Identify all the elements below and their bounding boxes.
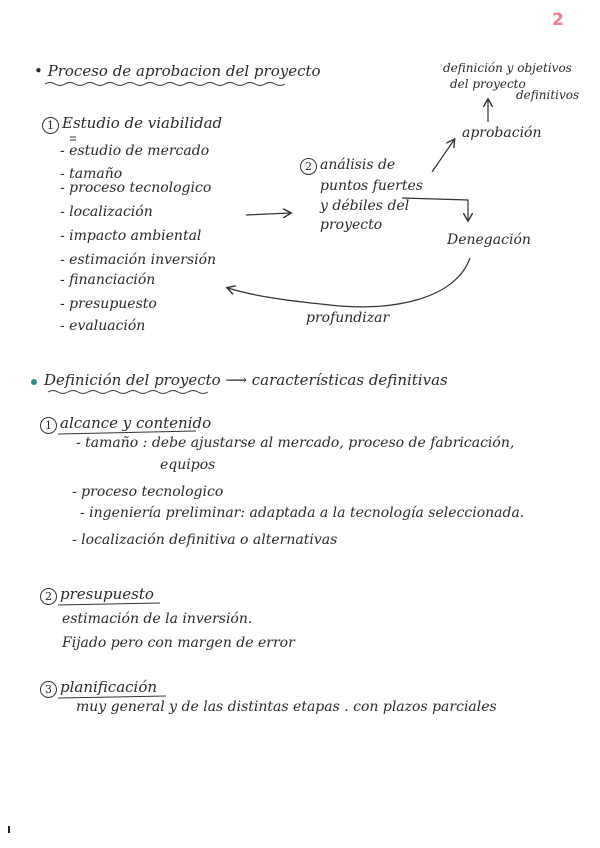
- step1-item: - localización: [60, 204, 153, 220]
- step1-item: - presupuesto: [60, 296, 157, 312]
- alcance-item: equipos: [160, 457, 216, 473]
- step1-item: - financiación: [60, 272, 156, 288]
- presupuesto-line: Fijado pero con margen de error: [62, 635, 295, 651]
- arrow-to-aprobacion: [432, 140, 454, 172]
- presupuesto-underline: [58, 603, 160, 605]
- arrow-to-analysis: [246, 213, 290, 215]
- step1-item: - estudio de mercado: [60, 143, 210, 159]
- arrow-right-icon: ⟶: [225, 371, 247, 389]
- title-underline: [45, 83, 285, 86]
- step2-line: puntos fuertes: [320, 178, 423, 194]
- step1-number: 1: [42, 117, 59, 134]
- alcance-item: - tamaño : debe ajustarse al mercado, proceso de fabricación,: [76, 435, 515, 451]
- section1-title: Proceso de aprobacion del proyecto: [47, 62, 321, 80]
- step2-number: 2: [300, 158, 317, 175]
- step1-label: Estudio de viabilidad: [62, 114, 223, 132]
- step2-line: proyecto: [320, 217, 383, 233]
- definicion-line: del proyecto: [450, 77, 526, 91]
- denegacion-label: Denegación: [447, 232, 531, 248]
- profundizar-label: profundizar: [306, 310, 390, 326]
- planificacion-number: 3: [40, 681, 57, 698]
- alcance-item: - ingeniería preliminar: adaptada a la tecnología seleccionada.: [80, 505, 525, 521]
- aprobacion-label: aprobación: [462, 125, 542, 141]
- alcance-label: alcance y contenido: [60, 414, 212, 432]
- section2-title: Definición del proyecto: [44, 371, 221, 389]
- step2-text: análisis de: [320, 157, 396, 173]
- presupuesto-line: estimación de la inversión.: [62, 611, 253, 627]
- alcance-number: 1: [40, 417, 57, 434]
- definicion-line: definición y objetivos: [443, 61, 572, 75]
- arrow-to-denegacion: [402, 198, 468, 220]
- section2-subtitle: características definitivas: [251, 371, 448, 389]
- step1-item: - estimación inversión: [60, 252, 217, 268]
- presupuesto-number: 2: [40, 588, 57, 605]
- page-mark: [8, 826, 10, 833]
- alcance-item: - localización definitiva o alternativas: [72, 532, 338, 548]
- step2-line: y débiles del: [320, 198, 410, 214]
- step1-item: - impacto ambiental: [60, 228, 202, 244]
- planificacion-line: muy general y de las distintas etapas . con plazos parciales: [76, 699, 497, 715]
- bullet-dot-small: •: [34, 62, 48, 80]
- step1-item: - proceso tecnologico: [60, 180, 212, 196]
- alcance-item: - proceso tecnologico: [72, 484, 224, 500]
- planificacion-underline: [58, 696, 166, 698]
- presupuesto-label: presupuesto: [60, 585, 154, 603]
- page-number: 2: [552, 10, 564, 30]
- step1-item: - tamaño: [60, 166, 123, 182]
- section2-underline: [48, 391, 208, 394]
- definicion-line: definitivos: [516, 88, 580, 102]
- planificacion-label: planificación: [60, 678, 158, 696]
- alcance-underline: [58, 431, 196, 434]
- step1-item: - evaluación: [60, 318, 146, 334]
- arrow-profundizar: [228, 258, 470, 307]
